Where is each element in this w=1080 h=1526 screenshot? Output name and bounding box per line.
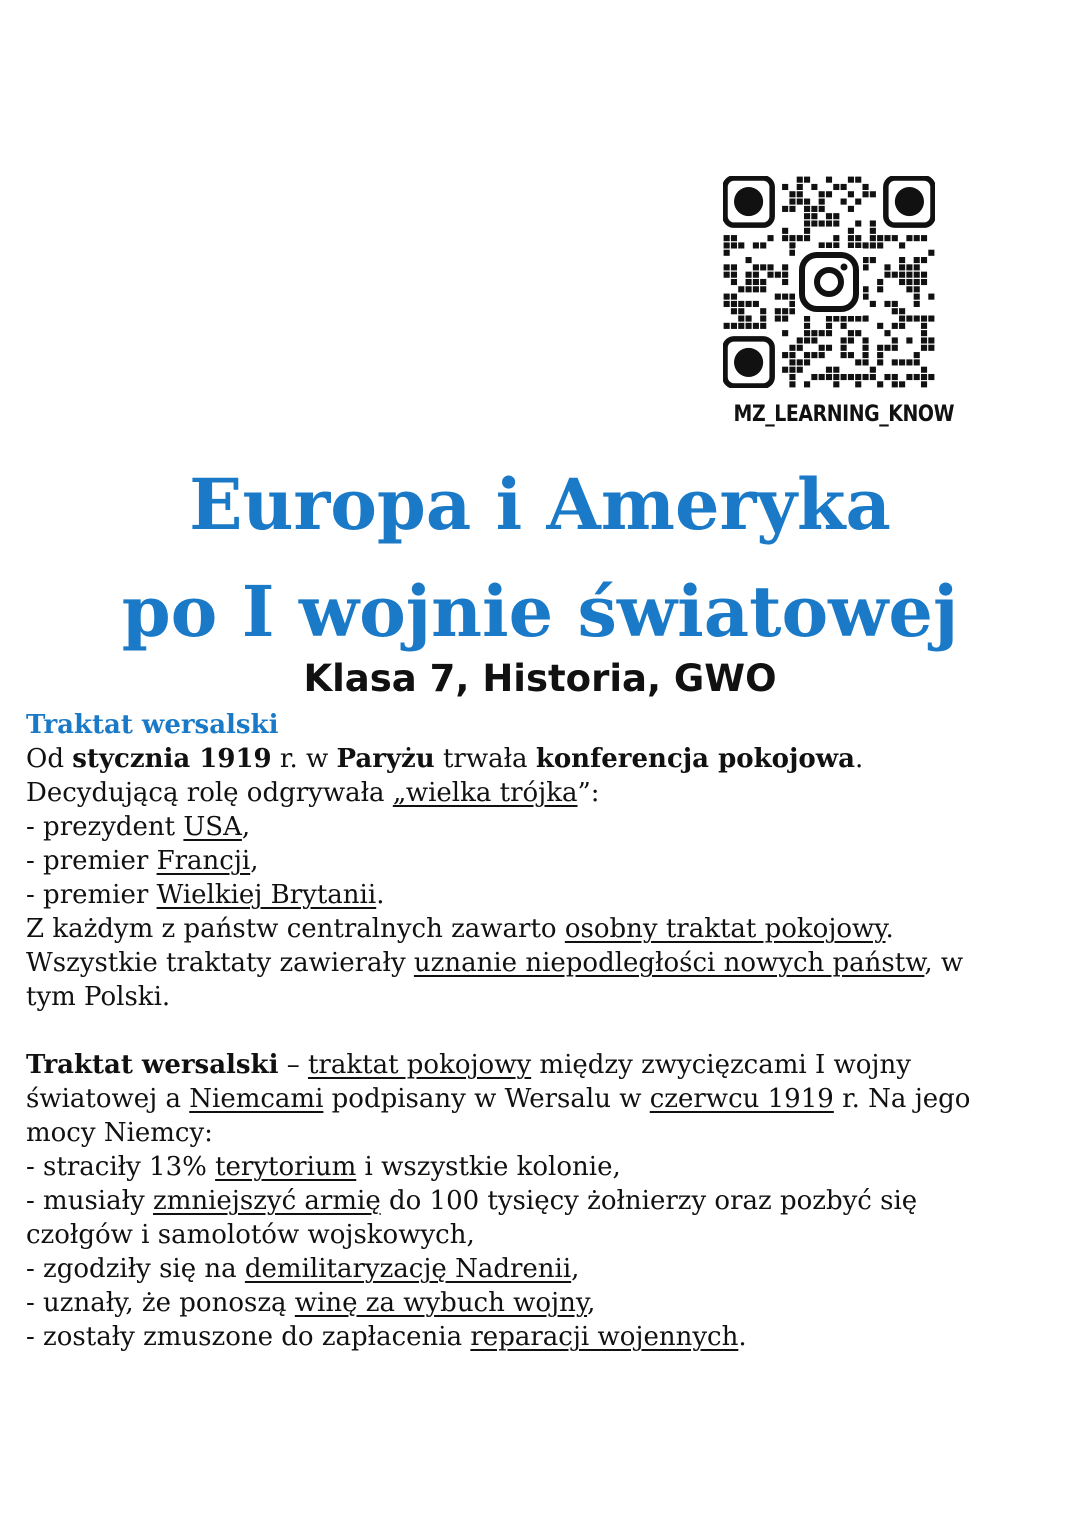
role-line xyxy=(26,776,1056,810)
text: Wszystkie traktaty zawierały xyxy=(26,948,414,978)
underlined-term: reparacji wojennych xyxy=(470,1322,739,1352)
bold-date: stycznia 1919 xyxy=(72,744,272,774)
text: . xyxy=(376,880,385,910)
qr-code xyxy=(723,176,935,388)
intro-line xyxy=(26,742,1056,776)
text: do 100 tysięcy żołnierzy oraz pozbyć się xyxy=(380,1186,918,1216)
underlined-term: Niemcami xyxy=(189,1084,324,1114)
qr-finder-icon xyxy=(725,178,772,225)
text: , xyxy=(241,812,251,842)
text: Z każdym z państw centralnych zawarto xyxy=(26,914,565,944)
text: - premier xyxy=(26,880,157,910)
bold-term: konferencja pokojowa xyxy=(535,744,855,774)
list-item-cont: czołgów i samolotów wojskowych, xyxy=(26,1220,475,1250)
text: światowej a xyxy=(26,1084,190,1114)
underlined-term: winę za wybuch wojny xyxy=(294,1288,588,1318)
bold-term: Traktat wersalski xyxy=(26,1050,279,1080)
page-subtitle: Klasa 7, Historia, GWO xyxy=(303,657,777,700)
definition-line xyxy=(26,1048,1056,1082)
underlined-term: traktat pokojowy xyxy=(307,1050,532,1080)
document-content xyxy=(26,708,1056,1354)
underlined-term: Francji xyxy=(156,846,251,876)
text: , w xyxy=(924,948,964,978)
underlined-term: „wielka trójka xyxy=(392,778,578,808)
text: Od xyxy=(26,744,73,774)
treaties-line xyxy=(26,912,1056,946)
section-heading: Traktat wersalski xyxy=(26,710,279,740)
text: - zostały zmuszone do zapłacenia xyxy=(26,1322,471,1352)
list-item xyxy=(26,1286,1056,1320)
text: – xyxy=(278,1050,308,1080)
text: ”: xyxy=(577,778,600,808)
text: - premier xyxy=(26,846,157,876)
definition-line xyxy=(26,1082,1056,1116)
underlined-term: Wielkiej Brytanii xyxy=(156,880,377,910)
qr-finder-icon xyxy=(886,178,933,225)
list-item xyxy=(26,810,1056,844)
underlined-term: demilitaryzację Nadrenii xyxy=(244,1254,572,1284)
page-title-line-1: Europa i Ameryka xyxy=(189,463,891,546)
text: podpisany w Wersalu w xyxy=(323,1084,650,1114)
list-item xyxy=(26,878,1056,912)
text: r. w xyxy=(271,744,337,774)
list-item xyxy=(26,1150,1056,1184)
qr-finder-icon xyxy=(725,339,772,386)
text: - straciły 13% xyxy=(26,1152,216,1182)
paragraph-gap xyxy=(26,1014,1056,1048)
underlined-term: USA xyxy=(183,812,242,842)
bold-place: Paryżu xyxy=(336,744,435,774)
text: . xyxy=(738,1322,747,1352)
recognition-line-cont: tym Polski. xyxy=(26,982,171,1012)
definition-line: mocy Niemcy: xyxy=(26,1118,213,1148)
list-item xyxy=(26,1320,1056,1354)
text: - prezydent xyxy=(26,812,184,842)
underlined-date: czerwcu 1919 xyxy=(649,1084,834,1114)
text: , xyxy=(587,1288,596,1318)
text: - zgodziły się na xyxy=(26,1254,245,1284)
list-item xyxy=(26,1252,1056,1286)
text: i wszystkie kolonie, xyxy=(356,1152,621,1182)
text: - musiały xyxy=(26,1186,153,1216)
underlined-term: terytorium xyxy=(215,1152,357,1182)
text: , xyxy=(571,1254,580,1284)
text: . xyxy=(885,914,894,944)
text: r. Na jego xyxy=(833,1084,971,1114)
text: między zwycięzcami I wojny xyxy=(531,1050,911,1080)
qr-block xyxy=(718,176,955,427)
text: Decydującą rolę odgrywała xyxy=(26,778,393,808)
recognition-line xyxy=(26,946,1056,980)
text: . xyxy=(854,744,864,774)
instagram-logo-icon xyxy=(795,248,863,316)
underlined-term: zmniejszyć armię xyxy=(153,1186,381,1216)
underlined-term: osobny traktat pokojowy xyxy=(564,914,886,944)
text: , xyxy=(250,846,259,876)
page-title-line-2: po I wojnie światowej xyxy=(121,570,959,653)
qr-handle: MZ_LEARNING_KNOW xyxy=(733,402,955,427)
list-item xyxy=(26,844,1056,878)
text: - uznały, że ponoszą xyxy=(26,1288,295,1318)
underlined-term: uznanie niepodległości nowych państw xyxy=(413,948,925,978)
list-item xyxy=(26,1184,1056,1218)
text: trwała xyxy=(434,744,536,774)
